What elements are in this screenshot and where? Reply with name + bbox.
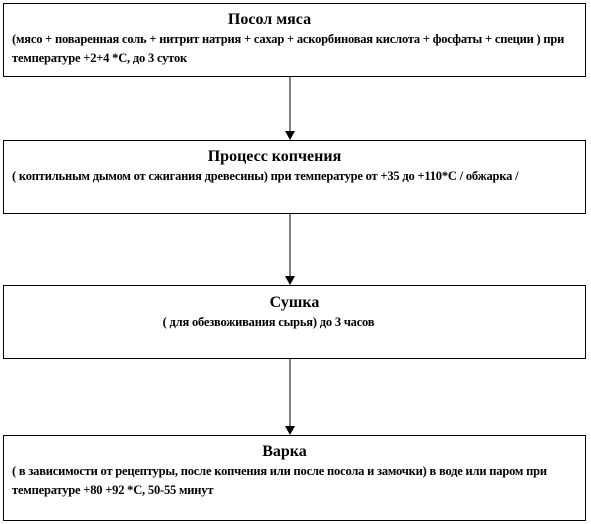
step-box-salting (3, 3, 586, 77)
step-description: ( в зависимости от рецептуры, после копчения или после посола и замочки) в воде или паром при температуре +80 +92 *С, 50-55 минут (12, 464, 547, 497)
step-title: Варка (262, 443, 307, 460)
step-box-smoking (3, 140, 586, 214)
arrow-down-icon (284, 359, 296, 435)
arrow-down-icon (284, 214, 296, 285)
arrow-down-icon (284, 77, 296, 140)
step-description: ( коптильным дымом от сжигания древесины) при температуре от +35 до +110*С / обжарка / (12, 169, 519, 183)
step-description: (мясо + поваренная соль + нитрит натрия + сахар + аскорбиновая кислота + фосфаты + специи ) при температуре +2+4 *С, до 3 суток (12, 32, 565, 65)
step-box-cooking (3, 435, 586, 521)
step-title: Процесс копчения (207, 148, 342, 165)
step-description: ( для обезвоживания сырья) до 3 часов (162, 315, 375, 329)
step-title: Посол мяса (227, 11, 312, 28)
step-box-drying (3, 285, 586, 359)
step-title: Сушка (269, 294, 320, 311)
